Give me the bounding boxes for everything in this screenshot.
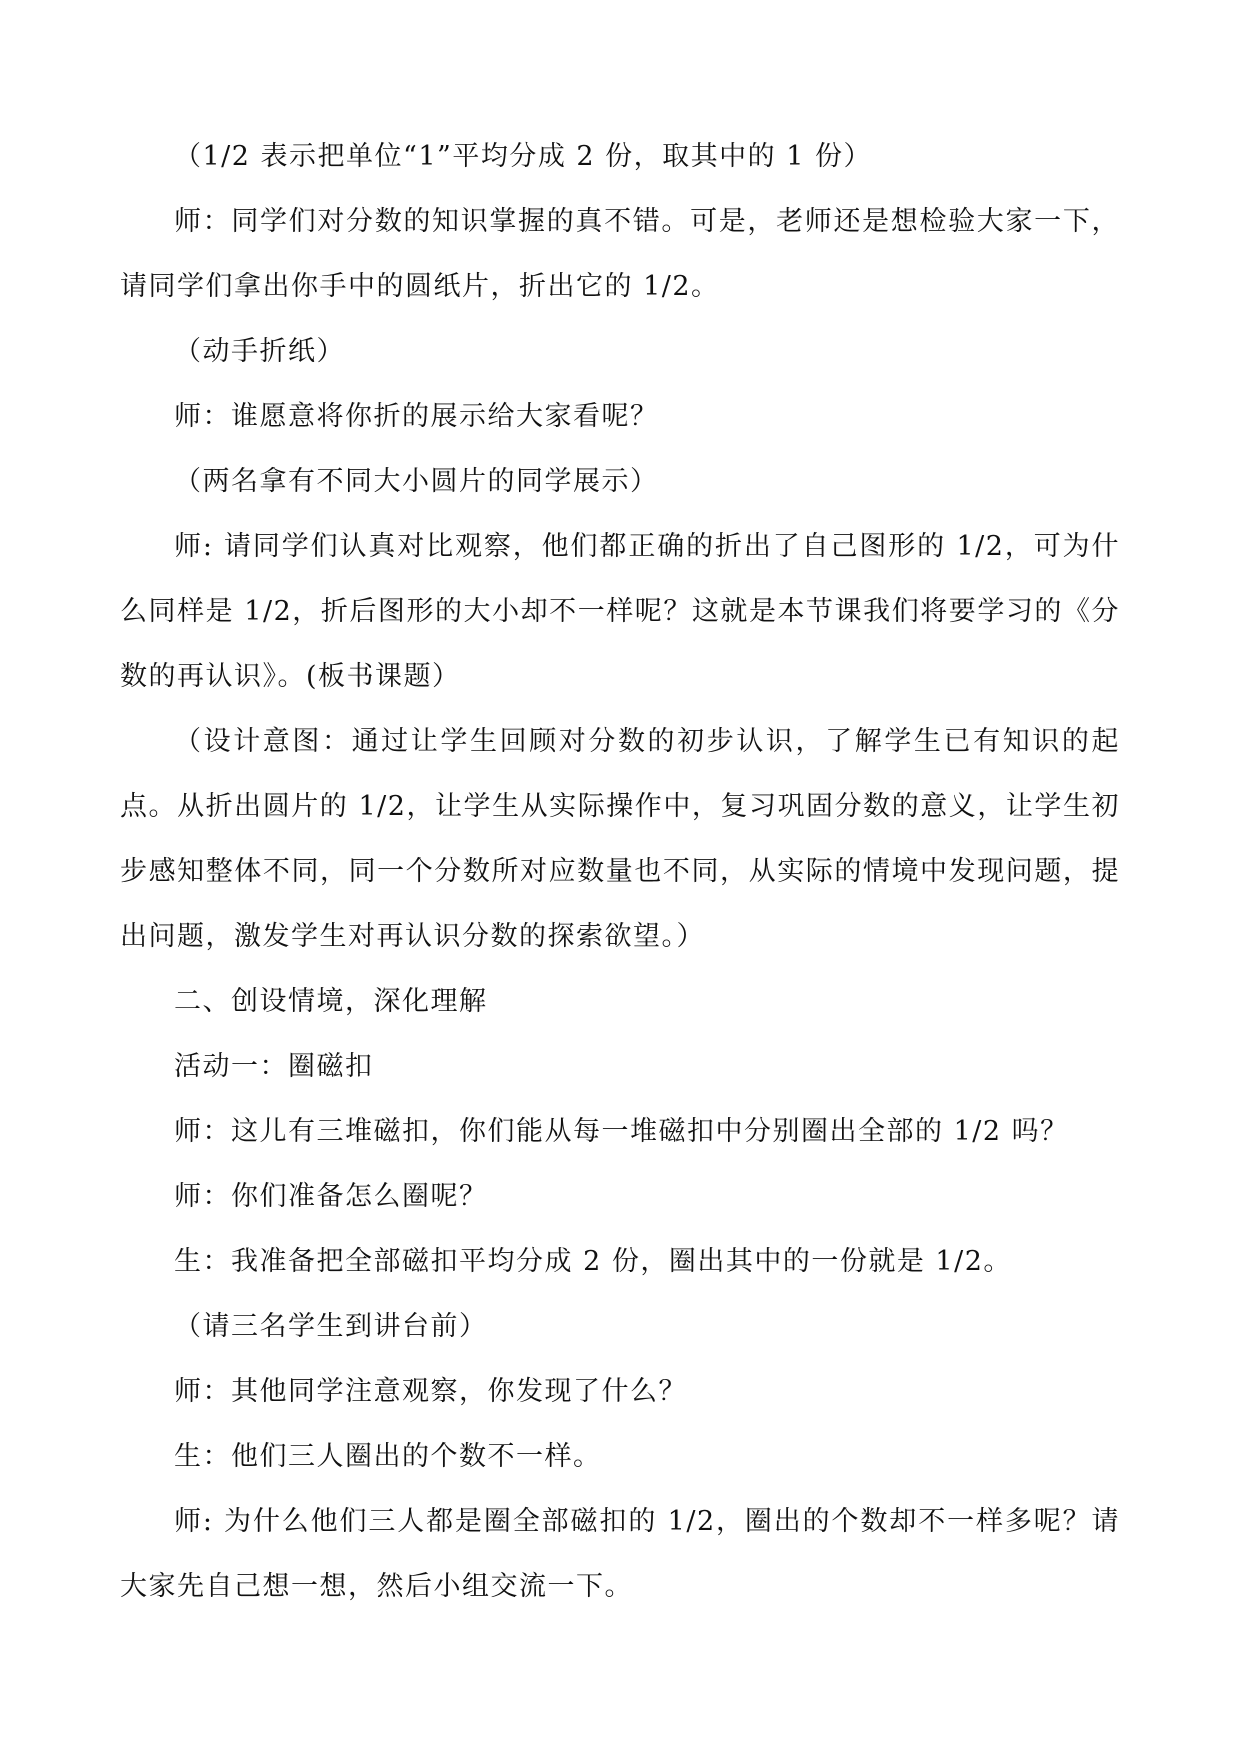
paragraph-note-half: （1/2 表示把单位“1”平均分成 2 份，取其中的 1 份） xyxy=(174,141,873,172)
paragraph-design-intent: （设计意图：通过让学生回顾对分数的初步认识，了解学生已有知识的起点。从折出圆片的 1/2，让学生从实际操作中，复习巩固分数的意义，让学生初步感知整体不同，同一个分数所对应数量也不同，从实际的情境中发现问题，提出问题，激发学生对再认识分数的探索欲望。） xyxy=(120,726,1120,952)
paragraph-teacher-check: 师：同学们对分数的知识掌握的真不错。可是，老师还是想检验大家一下，请同学们拿出你手中的圆纸片，折出它的 1/2。 xyxy=(120,206,1120,302)
paragraph-teacher-show: 师：谁愿意将你折的展示给大家看呢？ xyxy=(174,401,659,432)
paragraph-teacher-how: 师：你们准备怎么圈呢？ xyxy=(174,1181,488,1212)
paragraph-three-students: （请三名学生到讲台前） xyxy=(174,1311,488,1342)
paragraph-teacher-observe: 师：其他同学注意观察，你发现了什么？ xyxy=(174,1376,687,1407)
paragraph-student-plan: 生：我准备把全部磁扣平均分成 2 份，圈出其中的一份就是 1/2。 xyxy=(174,1246,1012,1277)
paragraph-teacher-why: 师: 为什么他们三人都是圈全部磁扣的 1/2，圈出的个数却不一样多呢？请大家先自己想一想，然后小组交流一下。 xyxy=(120,1506,1120,1602)
section-heading: 二、创设情境，深化理解 xyxy=(174,986,488,1017)
paragraph-student-answer: 生：他们三人圈出的个数不一样。 xyxy=(174,1441,602,1472)
document-body xyxy=(120,124,1120,1619)
paragraph-teacher-magnets: 师：这儿有三堆磁扣，你们能从每一堆磁扣中分别圈出全部的 1/2 吗？ xyxy=(174,1116,1069,1147)
paragraph-students-show: （两名拿有不同大小圆片的同学展示） xyxy=(174,466,659,497)
activity-heading: 活动一：圈磁扣 xyxy=(174,1051,374,1082)
paragraph-fold-paper: （动手折纸） xyxy=(174,336,345,367)
paragraph-teacher-compare: 师: 请同学们认真对比观察，他们都正确的折出了自己图形的 1/2，可为什么同样是 1/2，折后图形的大小却不一样呢？这就是本节课我们将要学习的《分数的再认识》。(板书课题） xyxy=(120,531,1120,692)
